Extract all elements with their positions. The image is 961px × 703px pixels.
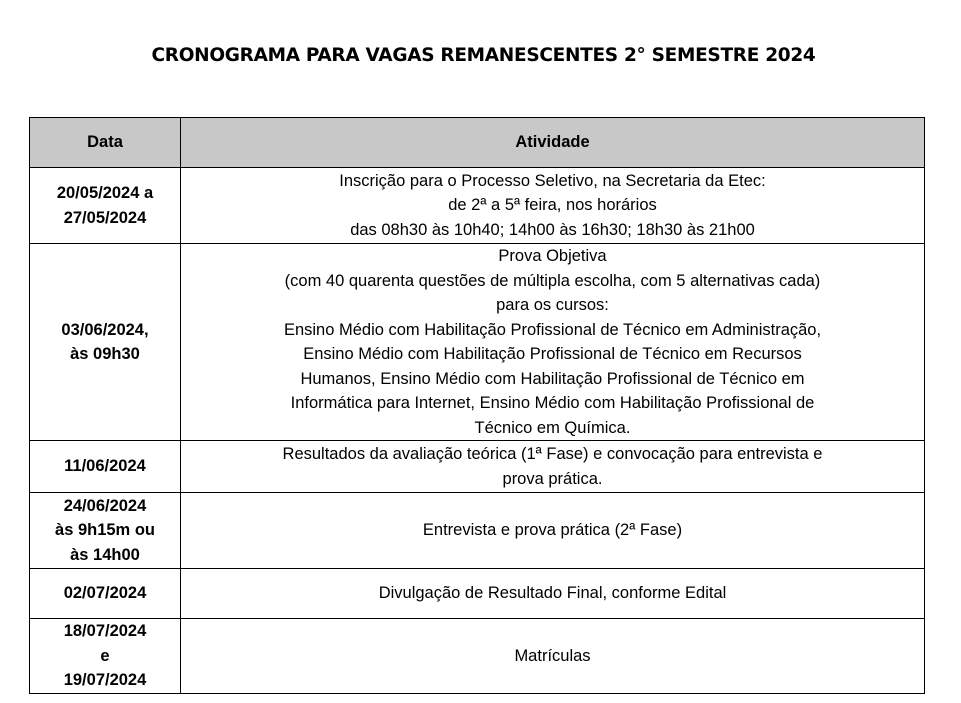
- table-row: [30, 441, 925, 493]
- date-line: 02/07/2024: [63, 584, 147, 603]
- date-line: 24/06/2024: [63, 496, 147, 515]
- date-cell: [30, 493, 181, 569]
- schedule-table: [29, 117, 925, 694]
- activity-line: Divulgação de Resultado Final, conforme Edital: [378, 584, 727, 603]
- activity-line: Informática para Internet, Ensino Médio com Habilitação Profissional de: [290, 394, 815, 412]
- activity-line: Ensino Médio com Habilitação Profissional de Técnico em Administração,: [283, 320, 822, 339]
- activity-line: Matrículas: [514, 646, 591, 665]
- activity-cell: [181, 244, 925, 441]
- activity-line: para os cursos:: [496, 296, 609, 314]
- activity-line: Ensino Médio com Habilitação Profissional de Técnico em Recursos: [303, 345, 802, 363]
- date-cell: [30, 569, 181, 619]
- table-row: [30, 619, 925, 694]
- table-row: [30, 569, 925, 619]
- header-date: Data: [30, 118, 181, 168]
- activity-line: Prova Objetiva: [498, 247, 607, 265]
- activity-line: (com 40 quarenta questões de múltipla escolha, com 5 alternativas cada): [284, 271, 821, 290]
- page-title: CRONOGRAMA PARA VAGAS REMANESCENTES 2° SEMESTRE 2024: [151, 45, 816, 66]
- date-cell: [30, 441, 181, 493]
- date-cell: [30, 619, 181, 694]
- date-line: 27/05/2024: [63, 208, 147, 227]
- activity-cell: [181, 168, 925, 244]
- date-line: 03/06/2024,: [61, 320, 149, 339]
- date-line: às 09h30: [70, 345, 140, 363]
- date-line: às 9h15m ou: [55, 521, 155, 540]
- activity-cell: [181, 441, 925, 493]
- activity-line: Humanos, Ensino Médio com Habilitação Profissional de Técnico em: [300, 369, 805, 388]
- activity-cell: [181, 619, 925, 694]
- date-line: 20/05/2024 a: [56, 184, 154, 202]
- date-line: 19/07/2024: [63, 671, 147, 689]
- date-cell: [30, 168, 181, 244]
- date-line: e: [100, 646, 110, 665]
- activity-line: Entrevista e prova prática (2ª Fase): [422, 521, 683, 540]
- table-row: [30, 168, 925, 244]
- activity-cell: [181, 569, 925, 619]
- activity-cell: [181, 493, 925, 569]
- date-line: às 14h00: [70, 545, 140, 564]
- activity-line: Resultados da avaliação teórica (1ª Fase) e convocação para entrevista e: [282, 445, 823, 463]
- date-line: 11/06/2024: [64, 457, 146, 476]
- activity-line: prova prática.: [502, 469, 603, 488]
- activity-line: de 2ª a 5ª feira, nos horários: [448, 196, 657, 215]
- activity-line: Inscrição para o Processo Seletivo, na Secretaria da Etec:: [339, 171, 766, 190]
- date-line: 18/07/2024: [63, 622, 147, 640]
- activity-line: das 08h30 às 10h40; 14h00 às 16h30; 18h30 às 21h00: [350, 220, 755, 239]
- table-header-row: [30, 118, 925, 168]
- table-row: [30, 244, 925, 441]
- date-cell: [30, 244, 181, 441]
- activity-line: Técnico em Química.: [474, 418, 631, 437]
- header-activity: Atividade: [181, 118, 925, 168]
- table-row: [30, 493, 925, 569]
